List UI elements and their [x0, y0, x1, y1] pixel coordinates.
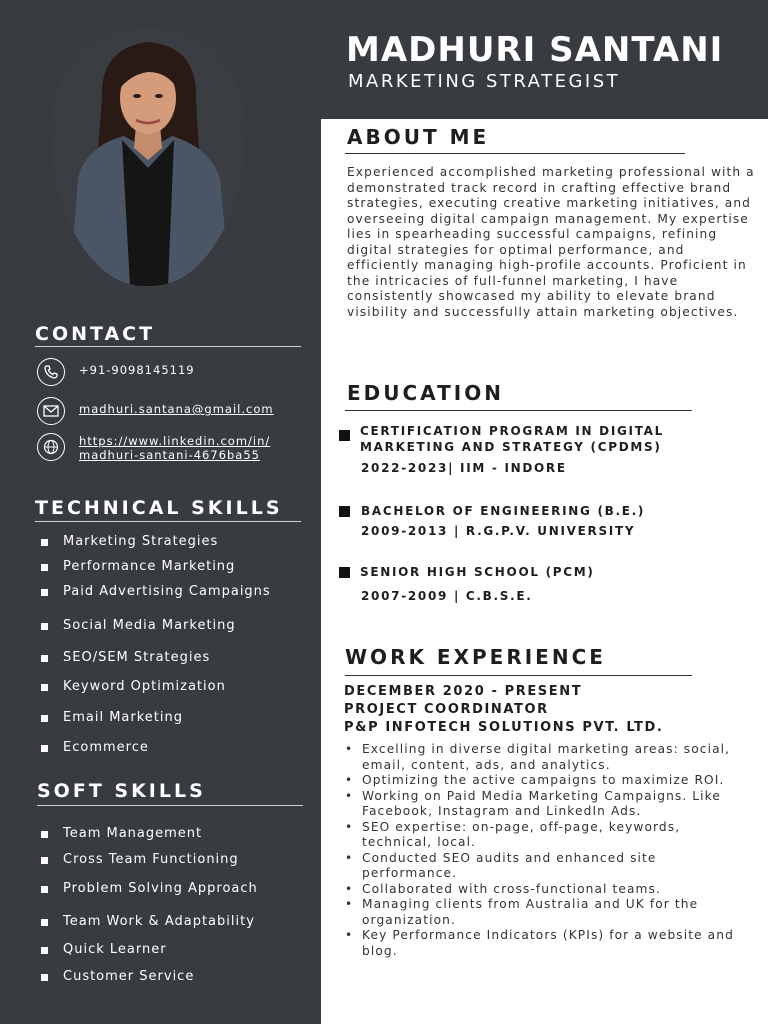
- email-link[interactable]: madhuri.santana@gmail.com: [79, 402, 274, 416]
- candidate-name: MADHURI SANTANI: [346, 30, 724, 70]
- soft-skill-item: Problem Solving Approach: [41, 881, 258, 896]
- technical-skill-item: Email Marketing: [41, 710, 183, 725]
- education-detail: 2022-2023| IIM - INDORE: [361, 461, 567, 475]
- soft-skill-item: Team Work & Adaptability: [41, 914, 255, 929]
- linkedin-link-line2[interactable]: madhuri-santani-4676ba55: [79, 448, 260, 462]
- soft-skills-divider: [37, 805, 303, 806]
- technical-skill-item: Keyword Optimization: [41, 679, 226, 694]
- education-title: CERTIFICATION PROGRAM IN DIGITAL: [360, 424, 664, 438]
- technical-skills-divider: [35, 521, 301, 522]
- education-bullet: [339, 506, 350, 517]
- work-dates: DECEMBER 2020 - PRESENT: [344, 684, 583, 699]
- list-item: • Optimizing the active campaigns to maximize ROI.: [343, 773, 743, 789]
- technical-skill-item: Ecommerce: [41, 740, 149, 755]
- globe-icon: [37, 433, 65, 461]
- education-bullet: [339, 430, 350, 441]
- about-text: Experienced accomplished marketing professional with a demonstrated track record in crafting effective brand strategies, executing creative marketing initiatives, and overseeing digital campaign management. My expertise lies in spearheading successful campaigns, refining digital strategies for optimal performance, and efficiently managing high-profile accounts. Proficient in the intricacies of full-funnel marketing, I have consistently showcased my ability to elevate brand visibility and successfully attain marketing objectives.: [347, 165, 755, 319]
- education-title: BACHELOR OF ENGINEERING (B.E.): [361, 504, 646, 518]
- education-title: MARKETING AND STRATEGY (CPDMS): [360, 440, 662, 454]
- technical-skill-item: Marketing Strategies: [41, 534, 218, 549]
- linkedin-link-line1[interactable]: https://www.linkedin.com/in/: [79, 434, 271, 448]
- technical-skill-item: Social Media Marketing: [41, 618, 236, 633]
- soft-skill-item: Team Management: [41, 826, 202, 841]
- email-icon: [37, 397, 65, 425]
- soft-skill-item: Cross Team Functioning: [41, 852, 239, 867]
- work-title: PROJECT COORDINATOR: [344, 702, 549, 717]
- technical-skill-item: Performance Marketing: [41, 559, 235, 574]
- phone-icon: [37, 358, 65, 386]
- list-item: • Collaborated with cross-functional teams.: [343, 882, 743, 898]
- about-heading: ABOUT ME: [347, 125, 490, 149]
- contact-divider: [35, 346, 301, 347]
- education-title: SENIOR HIGH SCHOOL (PCM): [360, 565, 595, 579]
- work-responsibilities: [343, 742, 743, 959]
- education-divider: [345, 410, 692, 411]
- candidate-role: MARKETING STRATEGIST: [348, 71, 621, 92]
- technical-skill-item: Paid Advertising Campaigns: [41, 584, 271, 599]
- soft-skills-heading: SOFT SKILLS: [37, 780, 206, 802]
- list-item: • Key Performance Indicators (KPIs) for a website and blog.: [343, 928, 743, 959]
- education-bullet: [339, 567, 350, 578]
- contact-heading: CONTACT: [35, 323, 156, 345]
- about-divider: [345, 153, 685, 154]
- technical-skills-heading: TECHNICAL SKILLS: [35, 497, 283, 519]
- work-company: P&P INFOTECH SOLUTIONS PVT. LTD.: [344, 720, 664, 735]
- list-item: • Excelling in diverse digital marketing areas: social, email, content, ads, and analytics.: [343, 742, 743, 773]
- phone-number: +91-9098145119: [79, 363, 195, 377]
- list-item: • SEO expertise: on-page, off-page, keywords, technical, local.: [343, 820, 743, 851]
- education-heading: EDUCATION: [347, 381, 504, 405]
- work-experience-divider: [345, 675, 692, 676]
- education-detail: 2007-2009 | C.B.S.E.: [361, 589, 533, 603]
- soft-skill-item: Customer Service: [41, 969, 194, 984]
- technical-skill-item: SEO/SEM Strategies: [41, 650, 210, 665]
- work-experience-heading: WORK EXPERIENCE: [345, 645, 606, 669]
- education-detail: 2009-2013 | R.G.P.V. UNIVERSITY: [361, 524, 636, 538]
- list-item: • Working on Paid Media Marketing Campaigns. Like Facebook, Instagram and LinkedIn Ads.: [343, 789, 743, 820]
- list-item: • Managing clients from Australia and UK for the organization.: [343, 897, 743, 928]
- soft-skill-item: Quick Learner: [41, 942, 167, 957]
- list-item: • Conducted SEO audits and enhanced site performance.: [343, 851, 743, 882]
